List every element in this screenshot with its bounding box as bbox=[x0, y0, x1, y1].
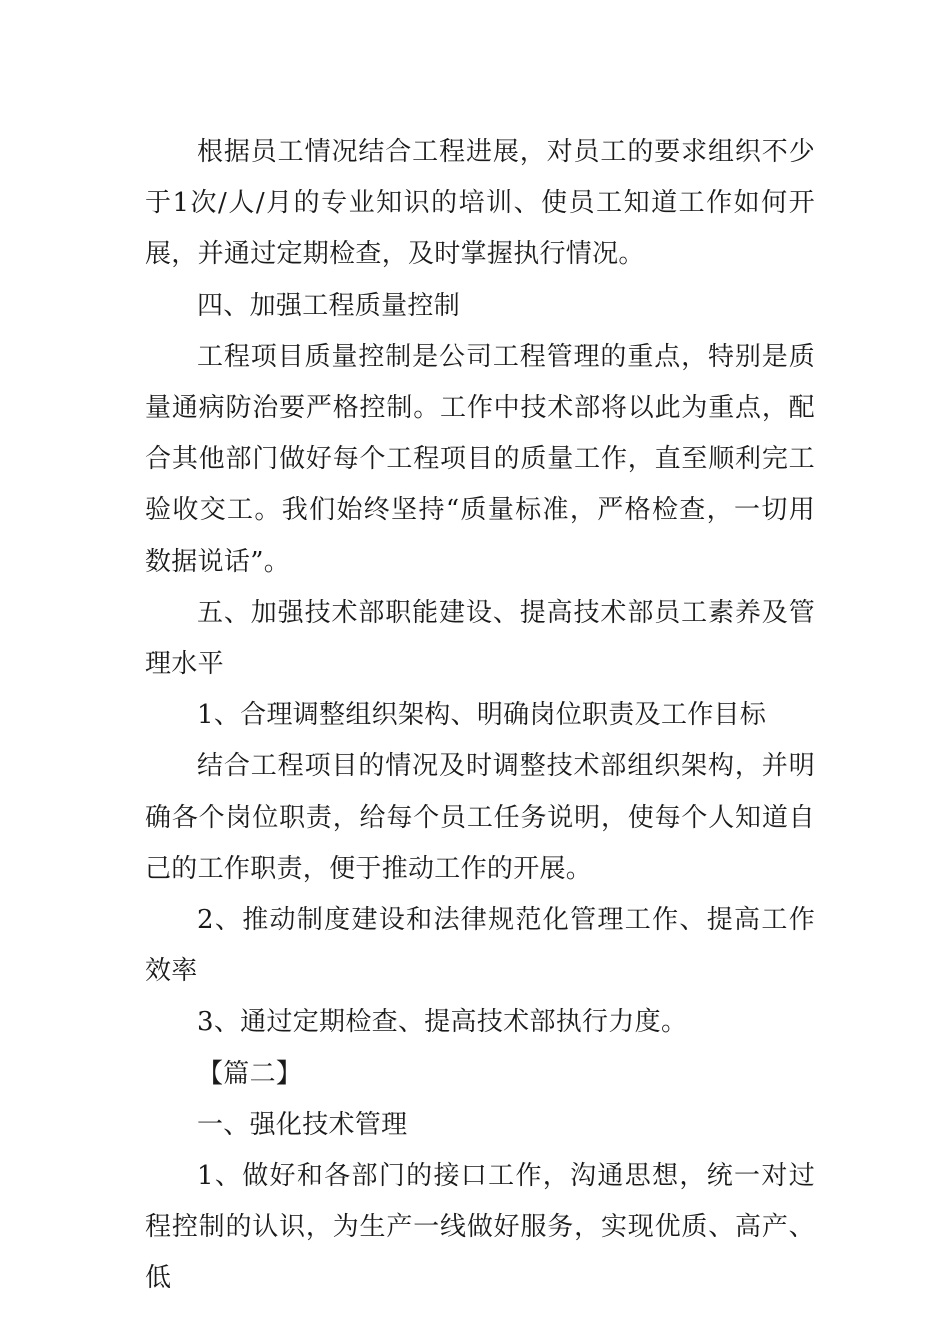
section-marker: 【篇二】 bbox=[197, 1058, 303, 1089]
paragraph-interface-work: 1、做好和各部门的接口工作，沟通思想，统一对过程控制的认识，为生产一线做好服务，实现优质、高产、低 bbox=[145, 1161, 815, 1294]
paragraph-organization: 结合工程项目的情况及时调整技术部组织架构，并明确各个岗位职责，给每个员工任务说明，使每个人知道自己的工作职责，便于推动工作的开展。 bbox=[145, 751, 815, 884]
heading-department-building: 五、加强技术部职能建设、提高技术部员工素养及管理水平 bbox=[145, 597, 815, 680]
heading-quality-control: 四、加强工程质量控制 bbox=[197, 290, 461, 321]
subheading-organization: 1、合理调整组织架构、明确岗位职责及工作目标 bbox=[197, 700, 767, 731]
subheading-inspection: 3、通过定期检查、提高技术部执行力度。 bbox=[197, 1007, 688, 1038]
paragraph-quality-control: 工程项目质量控制是公司工程管理的重点，特别是质量通病防治要严格控制。工作中技术部将以此为重点，配合其他部门做好每个工程项目的质量工作，直至顺利完工验收交工。我们始终坚持“质量标准，严格检查，一切用数据说话”。 bbox=[145, 341, 815, 577]
paragraph-training: 根据员工情况结合工程进展，对员工的要求组织不少于1次/人/月的专业知识的培训、使员工知道工作如何开展，并通过定期检查，及时掌握执行情况。 bbox=[145, 137, 815, 270]
document-body bbox=[145, 127, 815, 1305]
subheading-regulation: 2、推动制度建设和法律规范化管理工作、提高工作效率 bbox=[145, 905, 815, 987]
heading-technical-management: 一、强化技术管理 bbox=[197, 1109, 408, 1140]
